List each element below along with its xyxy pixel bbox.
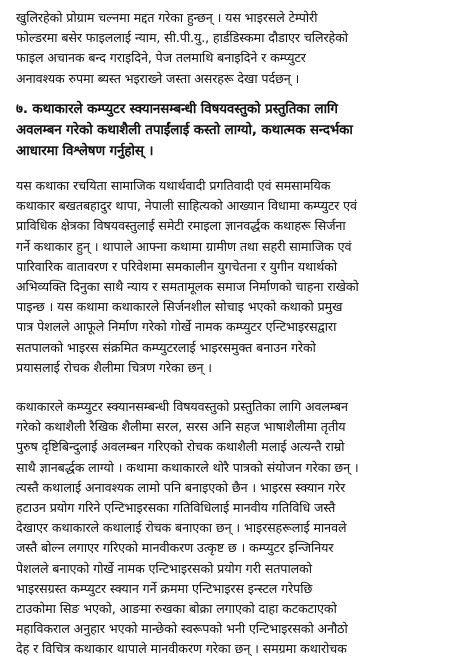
heading-line: ७. कथाकारले कम्प्युटर स्क्यानसम्बन्धी विषयवस्तुको प्रस्तुतिका लागि	[16, 102, 338, 117]
text-line: अनावश्यक रुपमा ब्यस्त भइराख्ने जस्ता असरहरू देखा पर्दछन् ।	[16, 70, 300, 86]
text-line: गरेको कथाशैली रैखिक शैलीमा सरल, सरस अनि सहज भाषाशैलीमा तृतीय	[16, 419, 346, 435]
text-line: प्रयासलाई रोचक शैलीमा चित्रण गरेका छन् ।	[16, 359, 212, 375]
text-line: जस्तै बोल्न लगाएर गरिएको मानवीकरण उत्कृष्ट छ । कम्प्युटर इन्जिनियर	[16, 540, 334, 556]
text-line: पारिवारिक वातावरण र परिवेशमा समकालीन युगचेतना र युगीन यथार्थको	[16, 258, 338, 274]
text-line: पात्र पेशलले आफूले निर्माण गरेको गोर्खे नामक कम्प्युटर एन्टिभाइरसद्वारा	[16, 319, 337, 335]
question-heading	[16, 99, 462, 162]
text-line: कथाकारले कम्प्युटर स्क्यानसम्बन्धी विषयवस्तुको प्रस्तुतिका लागि अवलम्बन	[16, 399, 348, 414]
text-line: देखाएर कथाकारले कथालाई रोचक बनाएका छन् । भाइरसहरूलाई मानवले	[16, 520, 347, 536]
text-line: देह र विचित्र कथाकार थापाले मानवीकरण गरेका छन् । समग्रमा कथारोचक	[16, 641, 347, 657]
text-line: फाइल अचानक बन्द गराइदिने, पेज तलमाथि बनाइदिने र कम्प्युटर	[16, 50, 306, 66]
heading-line: आधारमा विश्लेषण गर्नुहोस् ।	[16, 144, 154, 159]
text-line: प्राविधिक क्षेत्रका विषयवस्तुलाई समेटी रमाइला ज्ञानवर्द्धक कथाहरू सिर्जना	[16, 218, 346, 234]
text-line: पुरुष दृष्टिबिन्दुलाई अवलम्बन गरिएको रोचक कथाशैली मलाई अत्यन्तै राम्रो	[16, 439, 345, 455]
paragraph-middle	[16, 176, 462, 378]
text-line: खुलिरहेको प्रोग्राम चल्नमा मद्दत गरेका हुन्छन् । यस भाइरसले टेम्पोरी	[16, 10, 318, 25]
text-line: सतपालको भाइरस संक्रमित कम्प्युटरलाई भाइरसमुक्त बनाउन गरेको	[16, 339, 316, 355]
paragraph-top	[16, 8, 462, 89]
paragraph-bottom	[16, 397, 462, 660]
text-line: साथै ज्ञानबर्द्धक लाग्यो । कथामा कथाकारले थोरै पात्रको संयोजन गरेका छन् ।	[16, 459, 359, 475]
text-line: पेशलले बनाएको गोर्खे नामक एन्टिभाइरसको प्रयोग गरी सतपालको	[16, 560, 312, 576]
text-line: गर्ने कथाकार हुन् । थापाले आफ्ना कथामा ग्रामीण तथा सहरी सामाजिक एवं	[16, 238, 352, 254]
text-line: पाइन्छ । यस कथामा कथाकारले सिर्जनशील सोचाइ भएको कथाको प्रमुख	[16, 299, 343, 315]
text-line: हटाउन प्रयोग गरिने एन्टिभाइरसका गतिविधिलाई मानवीय गतिविधि जस्तै	[16, 500, 336, 516]
heading-line: अवलम्बन गरेको कथाशैली तपाईंलाई कस्तो लाग्यो, कथात्मक सन्दर्भका	[16, 123, 353, 138]
text-line: भाइरसग्रस्त कम्प्युटर स्क्यान गर्ने क्रममा एन्टिभाइरस इन्स्टल गरेपछि	[16, 580, 313, 596]
text-line: कथाकार बखतबहादुर थापा, नेपाली साहित्यको आख्यान विधामा कम्प्युटर एवं	[16, 198, 357, 214]
text-line: फोल्डरमा बसेर फाइललाई न्याम, सी.पी.यु., हार्डडिस्कमा दौडाएर चलिरहेको	[16, 30, 348, 46]
text-line: त्यस्तै कथालाई अनावश्यक लामो पनि बनाइएको छैन । भाइरस स्क्यान गरेर	[16, 479, 346, 495]
text-line: महाविकराल अनुहार भएको मान्छेको स्वरूपको भनी एन्टिभाइरसको अनौठो	[16, 621, 348, 637]
text-line: यस कथाका रचयिता सामाजिक यथार्थवादी प्रगतिवादी एवं समसामयिक	[16, 178, 331, 193]
text-line: अभिव्यक्ति दिनुका साथै न्याय र समतामूलक समाज निर्माणको चाहना राखेको	[16, 279, 359, 295]
text-line: टाउकोमा सिङ भएको, आङमा रुखका बोक्रा लगाएको दाहा कटकटाएको	[16, 601, 337, 617]
